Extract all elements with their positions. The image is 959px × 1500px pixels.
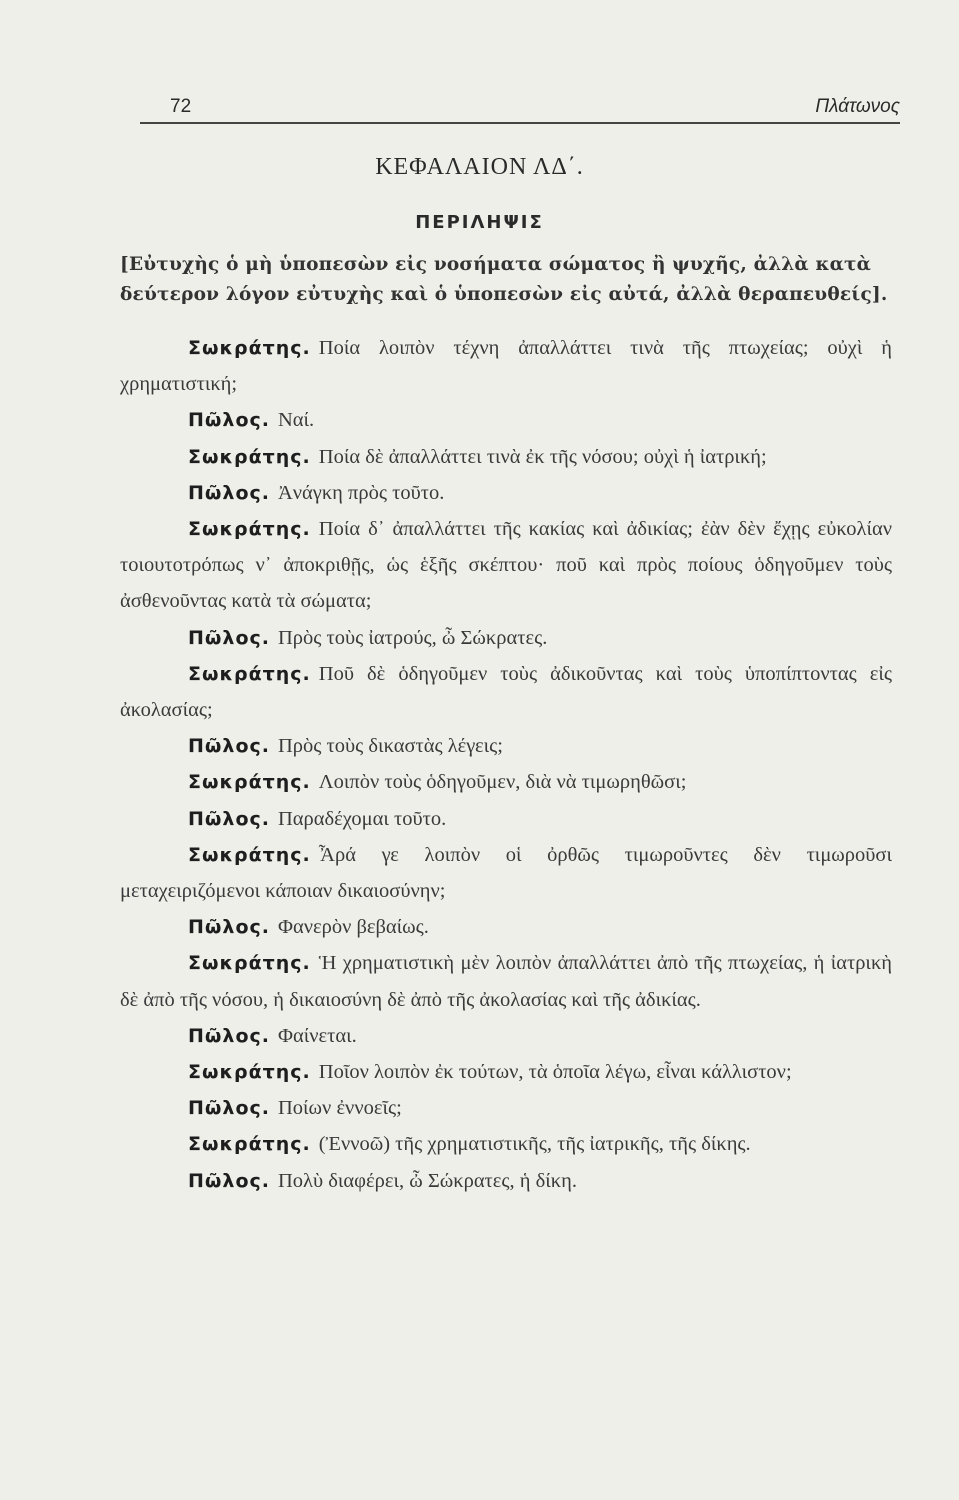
- speaker-label: Πῶλος.: [188, 1097, 270, 1120]
- turn-text: Ἡ χρηματιστικὴ μὲν λοιπὸν ἀπαλλάττει ἀπὸ τῆς πτωχείας, ἡ ἰατρικὴ δὲ ἀπὸ τῆς νόσου, ἡ δικαιοσύνη δὲ ἀπὸ τῆς ἀκολασίας καὶ τῆς ἀδικίας.: [120, 952, 892, 1011]
- dialogue-turn: [120, 801, 892, 837]
- speaker-label: Πῶλος.: [188, 916, 270, 939]
- speaker-label: Πῶλος.: [188, 807, 270, 830]
- turn-text: Ποία λοιπὸν τέχνη ἀπαλλάττει τινὰ τῆς πτωχείας; οὐχὶ ἡ χρηματιστική;: [120, 337, 892, 396]
- dialogue-turn: [120, 330, 892, 402]
- turn-text: Ποῦ δὲ ὁδηγοῦμεν τοὺς ἀδικοῦντας καὶ τοὺς ὑποπίπτοντας εἰς ἀκολασίας;: [120, 662, 892, 722]
- speaker-label: Σωκράτης.: [188, 1133, 311, 1156]
- speaker-label: Πῶλος.: [188, 1024, 270, 1047]
- chapter-title: ΚΕΦΑΛΑΙΟΝ ΛΔ΄.: [375, 154, 584, 180]
- turn-text: Φανερὸν βεβαίως.: [277, 916, 429, 939]
- dialogue-turn: [120, 475, 892, 511]
- turn-text: Πρὸς τοὺς ἰατρούς, ὦ Σώκρατες.: [277, 626, 548, 649]
- dialogue-turn: [120, 728, 892, 764]
- turn-text: Ποίων ἐννοεῖς;: [277, 1097, 402, 1120]
- turn-text: Ἆρά γε λοιπὸν οἱ ὀρθῶς τιμωροῦντες δὲν τιμωροῦσι μεταχειριζόμενοι κάποιαν δικαιοσύνην;: [120, 843, 892, 903]
- dialogue-turn: [120, 764, 892, 800]
- dialogue-turn: [120, 909, 892, 945]
- dialogue-turn: [120, 1018, 892, 1054]
- turn-text: Παραδέχομαι τοῦτο.: [277, 807, 447, 830]
- summary-label: ΠΕΡΙΛΗΨΙΣ: [415, 212, 544, 233]
- turn-text: Ποῖον λοιπὸν ἐκ τούτων, τὰ ὁποῖα λέγω, εἶναι κάλλιστον;: [318, 1061, 792, 1084]
- turn-text: (Ἐννοῶ) τῆς χρηματιστικῆς, τῆς ἰατρικῆς, τῆς δίκης.: [318, 1133, 751, 1156]
- speaker-label: Πῶλος.: [188, 481, 270, 504]
- dialogue-turn: [120, 656, 892, 728]
- turn-text: Λοιπὸν τοὺς ὁδηγοῦμεν, διὰ νὰ τιμωρηθῶσι;: [318, 771, 687, 794]
- turn-text: Ποία δὲ ἀπαλλάττει τινὰ ἐκ τῆς νόσου; οὐχὶ ἡ ἰατρική;: [318, 445, 767, 468]
- turn-text: Πρὸς τοὺς δικαστὰς λέγεις;: [277, 735, 503, 758]
- dialogue-turn: [120, 1126, 892, 1162]
- turn-text: Πολὺ διαφέρει, ὦ Σώκρατες, ἡ δίκη.: [277, 1169, 577, 1192]
- turn-text: Ἀνάγκη πρὸς τοῦτο.: [277, 481, 445, 504]
- dialogue: [120, 330, 892, 1199]
- speaker-label: Πῶλος.: [188, 409, 270, 432]
- speaker-label: Σωκράτης.: [188, 445, 311, 468]
- dialogue-turn: [120, 837, 892, 909]
- turn-text: Ναί.: [277, 409, 315, 432]
- speaker-label: Σωκράτης.: [188, 662, 311, 685]
- speaker-label: Πῶλος.: [188, 626, 270, 649]
- dialogue-turn: [120, 1163, 892, 1199]
- dialogue-turn: [120, 511, 892, 620]
- speaker-label: Σωκράτης.: [188, 1061, 311, 1084]
- turn-text: Φαίνεται.: [277, 1024, 357, 1047]
- dialogue-turn: [120, 402, 892, 438]
- turn-text: Ποία δ᾽ ἀπαλλάττει τῆς κακίας καὶ ἀδικίας; ἐὰν δὲν ἔχῃς εὐκολίαν τοιουτοτρόπως ν᾽ ἀποκριθῇς, ὡς ἑξῆς σκέπτου· ποῦ καὶ πρὸς ποίους ὁδηγοῦμεν τοὺς ἀσθενοῦντας κατὰ τὰ σώματα;: [120, 518, 892, 613]
- dialogue-turn: [120, 945, 892, 1017]
- speaker-label: Σωκράτης.: [188, 337, 311, 359]
- speaker-label: Σωκράτης.: [188, 518, 311, 541]
- dialogue-turn: [120, 1090, 892, 1126]
- summary-text: [Εὐτυχὴς ὁ μὴ ὑποπεσὼν εἰς νοσήματα σώματος ἢ ψυχῆς, ἀλλὰ κατὰ δεύτερον λόγον εὐτυχὴς καὶ ὁ ὑποπεσὼν εἰς αὐτά, ἀλλὰ θεραπευθείς].: [120, 254, 888, 305]
- dialogue-turn: [120, 439, 892, 475]
- speaker-label: Πῶλος.: [188, 1169, 270, 1192]
- running-head: Πλάτωνος: [815, 96, 900, 117]
- speaker-label: Πῶλος.: [188, 735, 270, 758]
- dialogue-turn: [120, 620, 892, 656]
- page-number: 72: [170, 96, 192, 117]
- page-header: [140, 92, 900, 124]
- dialogue-turn: [120, 1054, 892, 1090]
- speaker-label: Σωκράτης.: [188, 843, 311, 866]
- speaker-label: Σωκράτης.: [188, 771, 311, 794]
- speaker-label: Σωκράτης.: [188, 952, 311, 975]
